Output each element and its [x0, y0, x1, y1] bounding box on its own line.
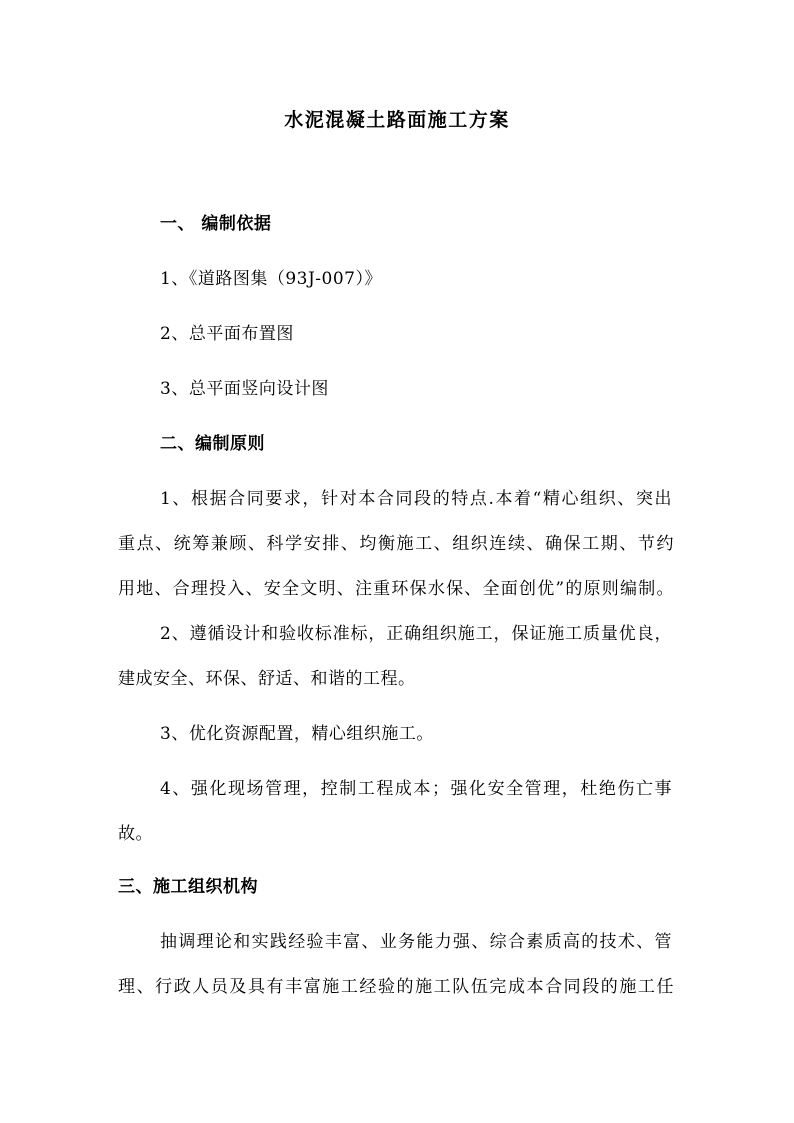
principle-4-line-1: 4、强化现场管理，控制工程成本；强化安全管理，杜绝伤亡事	[160, 779, 672, 799]
principle-2-line-1: 2、遵循设计和验收标准标，正确组织施工，保证施工质量优良，	[160, 624, 672, 644]
principle-2-line-2: 建成安全、环保、舒适、和谐的工程。	[118, 669, 416, 689]
organization-line-2: 理、行政人员及具有丰富施工经验的施工队伍完成本合同段的施工任	[118, 977, 674, 997]
document-title: 水泥混凝土路面施工方案	[284, 109, 510, 131]
principle-1-line-3: 用地、合理投入、安全文明、注重环保水保、全面创优”的原则编制。	[118, 579, 674, 599]
section-1-heading: 一、 编制依据	[160, 214, 272, 234]
basis-item-3: 3、总平面竖向设计图	[160, 379, 329, 399]
basis-item-2: 2、总平面布置图	[160, 324, 294, 344]
principle-4-line-2: 故。	[118, 824, 153, 844]
section-3-heading: 三、施工组织机构	[118, 877, 258, 897]
basis-item-1: 1、《道路图集（93J-007）》	[160, 269, 382, 289]
principle-1-line-2: 重点、统筹兼顾、科学安排、均衡施工、组织连续、确保工期、节约	[118, 534, 674, 554]
section-2-heading: 二、编制原则	[160, 434, 265, 454]
principle-3-line-1: 3、优化资源配置，精心组织施工。	[160, 724, 434, 744]
principle-1-line-1: 1、根据合同要求，针对本合同段的特点.本着“精心组织、突出	[160, 489, 672, 509]
organization-line-1: 抽调理论和实践经验丰富、业务能力强、综合素质高的技术、管	[160, 932, 672, 952]
